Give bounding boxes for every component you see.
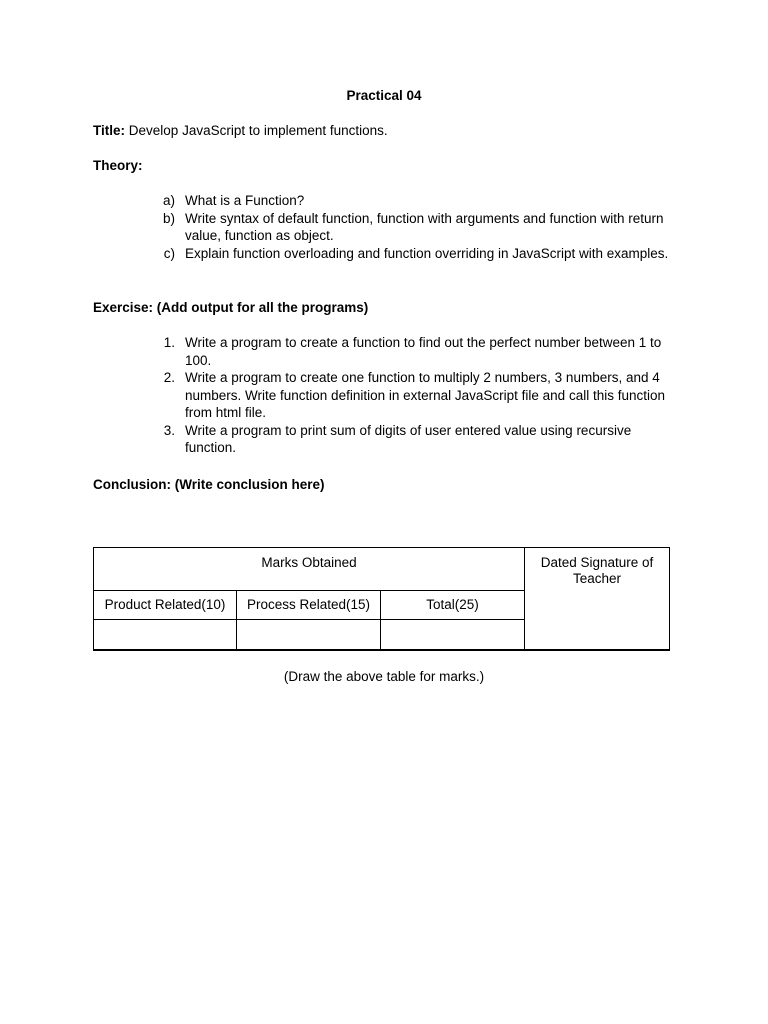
total-cell <box>381 620 525 651</box>
title-text: Develop JavaScript to implement functions. <box>128 123 388 138</box>
page-heading: Practical 04 <box>346 88 422 103</box>
list-marker: 2. <box>163 370 175 385</box>
list-item-text: Write syntax of default function, function with arguments and function with return value, function as object. <box>185 210 664 243</box>
list-item-text: Write a program to create one function to multiply 2 numbers, 3 numbers, and 4 numbers. Write function definition in external JavaScript file and call this function from html file. <box>185 370 665 420</box>
process-related-cell <box>237 620 381 651</box>
list-marker: 3. <box>163 422 175 438</box>
total-header: Total(25) <box>381 591 525 620</box>
theory-item <box>93 210 683 245</box>
product-related-cell <box>94 620 237 651</box>
exercise-item <box>93 334 683 369</box>
title-label: Title: <box>93 123 126 138</box>
list-marker: c) <box>163 245 175 261</box>
list-item-text: Explain function overloading and function overriding in JavaScript with examples. <box>185 245 669 261</box>
list-marker: a) <box>162 193 175 208</box>
marks-obtained-header: Marks Obtained <box>94 548 525 591</box>
list-marker: b) <box>162 210 175 226</box>
theory-label: Theory: <box>93 158 143 173</box>
title-line <box>93 122 388 140</box>
list-item-text: What is a Function? <box>185 193 305 208</box>
list-item-text: Write a program to print sum of digits of user entered value using recursive function. <box>185 422 632 455</box>
theory-list <box>93 192 683 262</box>
conclusion-label: Conclusion: (Write conclusion here) <box>93 477 325 492</box>
list-marker: 1. <box>163 335 175 350</box>
theory-item <box>93 245 683 263</box>
exercise-item <box>93 369 683 422</box>
exercise-label: Exercise: (Add output for all the programs) <box>93 300 369 315</box>
process-related-header: Process Related(15) <box>237 591 381 620</box>
exercise-item <box>93 422 683 457</box>
theory-item <box>93 192 683 210</box>
table-caption: (Draw the above table for marks.) <box>283 669 485 684</box>
dated-signature-header: Dated Signature of Teacher <box>525 548 670 651</box>
product-related-header: Product Related(10) <box>94 591 237 620</box>
marks-table <box>93 547 670 651</box>
exercise-list <box>93 334 683 457</box>
list-item-text: Write a program to create a function to find out the perfect number between 1 to 100. <box>185 335 662 368</box>
